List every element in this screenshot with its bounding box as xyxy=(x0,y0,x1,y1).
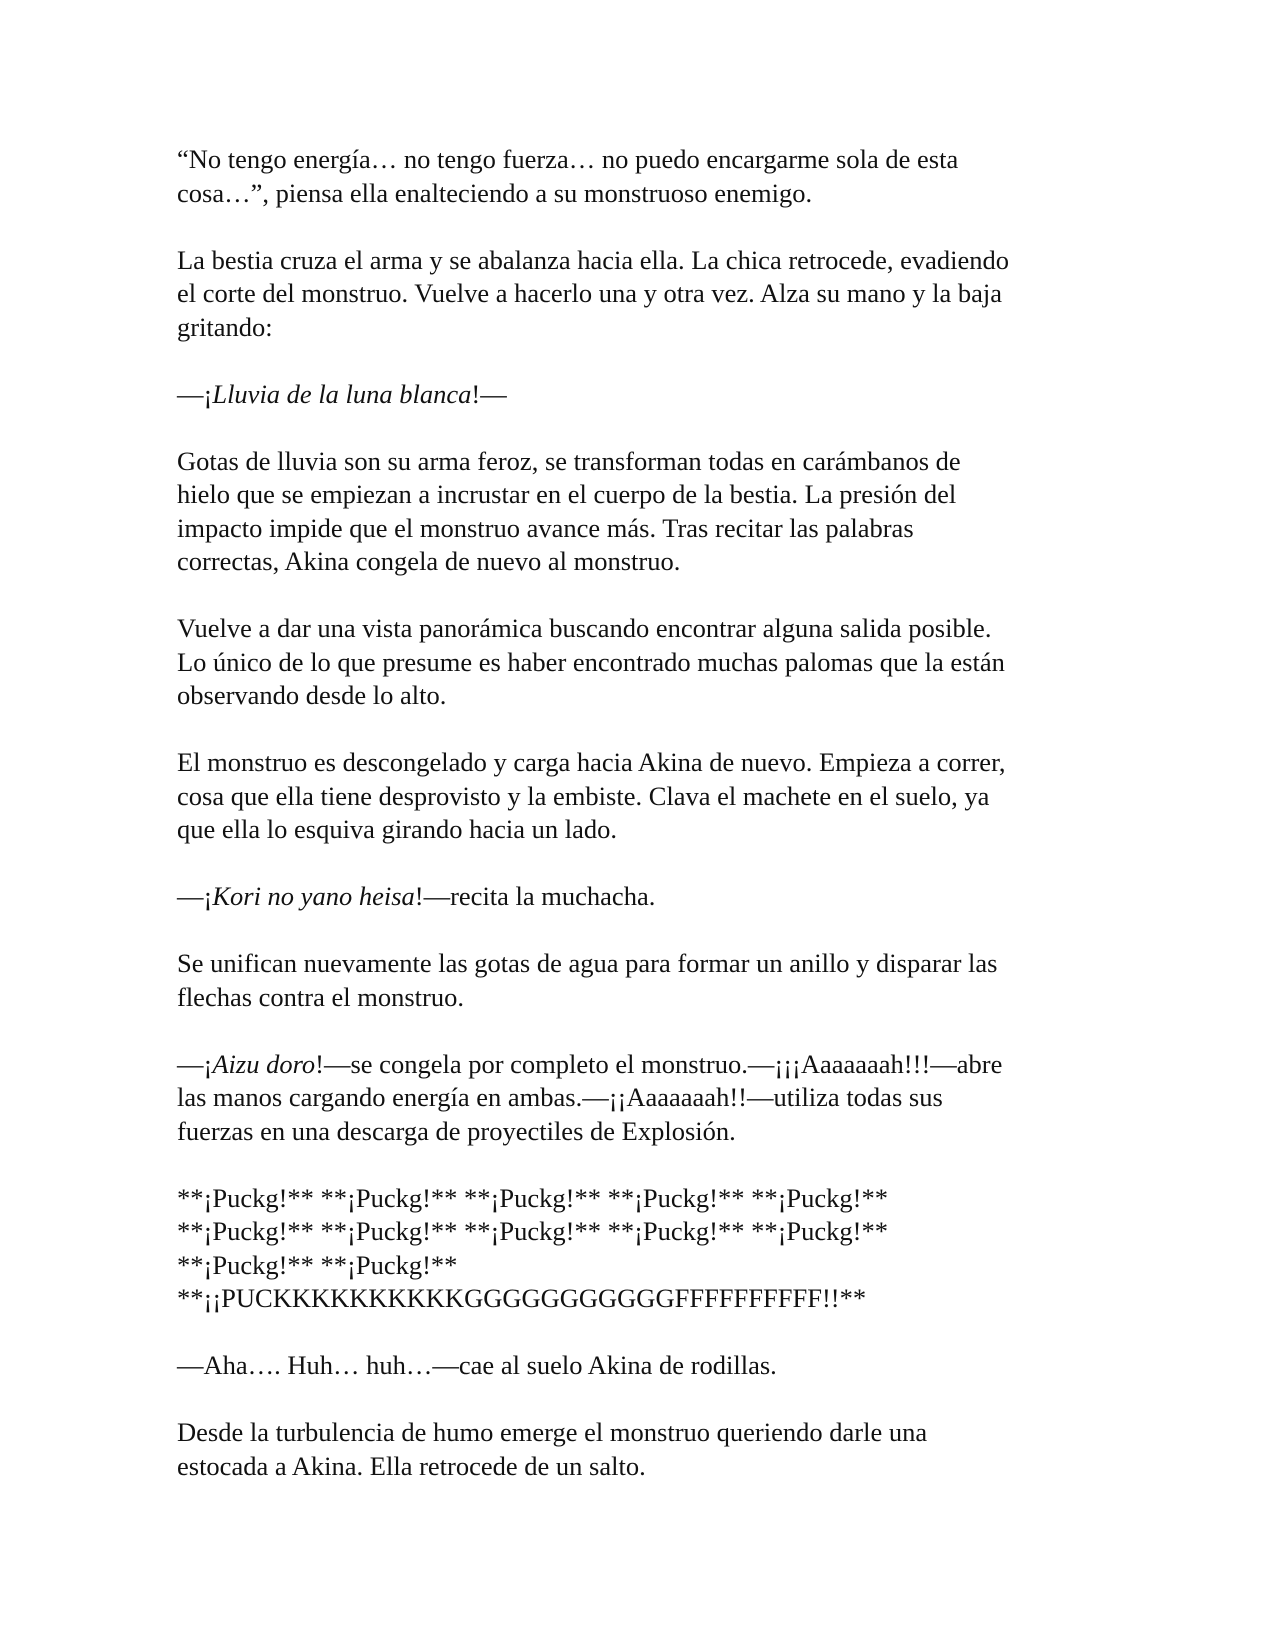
paragraph xyxy=(177,378,1117,412)
text-line xyxy=(177,478,1117,512)
text-line xyxy=(177,545,1117,579)
text-line xyxy=(177,1249,1117,1283)
text-segment: **¡¡PUCKKKKKKKKKKGGGGGGGGGGGFFFFFFFFFF!!** xyxy=(177,1283,867,1313)
paragraph xyxy=(177,143,1117,210)
text-segment: estocada a Akina. Ella retrocede de un salto. xyxy=(177,1450,646,1481)
paragraph xyxy=(177,1182,1117,1316)
text-line xyxy=(177,947,1117,981)
paragraph xyxy=(177,746,1117,847)
italic-phrase: Lluvia de la luna blanca xyxy=(212,378,472,409)
text-segment: Se unifican nuevamente las gotas de agua para formar un anillo y disparar las xyxy=(177,948,998,978)
text-line xyxy=(177,1349,1117,1383)
text-segment: !—recita la muchacha. xyxy=(414,881,656,911)
text-segment: cosa que ella tiene desprovisto y la embiste. Clava el machete en el suelo, ya xyxy=(177,780,990,811)
text-segment: flechas contra el monstruo. xyxy=(177,981,464,1012)
paragraph xyxy=(177,445,1117,579)
text-segment: !—se congela por completo el monstruo.—¡¡¡Aaaaaaah!!!—abre xyxy=(315,1048,1003,1079)
text-line xyxy=(177,646,1117,680)
text-segment: impacto impide que el monstruo avance más. Tras recitar las palabras xyxy=(177,512,914,543)
text-line xyxy=(177,612,1117,646)
paragraph xyxy=(177,244,1117,345)
text-segment: fuerzas en una descarga de proyectiles de Explosión. xyxy=(177,1115,736,1146)
text-line xyxy=(177,1450,1117,1484)
text-segment: Lo único de lo que presume es haber encontrado muchas palomas que la están xyxy=(177,646,1005,677)
text-line xyxy=(177,746,1117,780)
text-segment: correctas, Akina congela de nuevo al monstruo. xyxy=(177,546,681,576)
text-line xyxy=(177,1416,1117,1450)
text-segment: las manos cargando energía en ambas.—¡¡Aaaaaaah!!—utiliza todas sus xyxy=(177,1082,943,1112)
text-line xyxy=(177,512,1117,546)
text-line xyxy=(177,1215,1117,1249)
body-text xyxy=(177,143,1117,1483)
text-line xyxy=(177,378,1117,412)
text-segment: Gotas de lluvia son su arma feroz, se transforman todas en carámbanos de xyxy=(177,445,961,476)
text-segment: que ella lo esquiva girando hacia un lado. xyxy=(177,814,618,844)
text-line xyxy=(177,880,1117,914)
text-line xyxy=(177,244,1117,278)
text-line xyxy=(177,177,1117,211)
text-segment: gritando: xyxy=(177,311,273,342)
text-segment: Vuelve a dar una vista panorámica buscando encontrar alguna salida posible. xyxy=(177,613,992,643)
text-segment: **¡Puckg!** **¡Puckg!** **¡Puckg!** **¡Puckg!** **¡Puckg!** xyxy=(177,1216,888,1246)
text-segment: Desde la turbulencia de humo emerge el monstruo queriendo darle una xyxy=(177,1417,928,1447)
text-segment: El monstruo es descongelado y carga hacia Akina de nuevo. Empieza a correr, xyxy=(177,747,1006,777)
text-segment: —Aha…. Huh… huh…—cae al suelo Akina de rodillas. xyxy=(177,1350,777,1380)
text-segment: **¡Puckg!** **¡Puckg!** **¡Puckg!** **¡Puckg!** **¡Puckg!** xyxy=(177,1182,888,1213)
text-segment: el corte del monstruo. Vuelve a hacerlo una y otra vez. Alza su mano y la baja xyxy=(177,278,1003,308)
paragraph xyxy=(177,1048,1117,1149)
italic-phrase: Aizu doro xyxy=(212,1048,316,1079)
paragraph xyxy=(177,1416,1117,1483)
text-segment: —¡ xyxy=(177,378,213,409)
text-line xyxy=(177,143,1117,177)
paragraph xyxy=(177,612,1117,713)
paragraph xyxy=(177,947,1117,1014)
text-segment: observando desde lo alto. xyxy=(177,680,447,710)
text-line xyxy=(177,1182,1117,1216)
text-line xyxy=(177,1048,1117,1082)
text-segment: hielo que se empiezan a incrustar en el cuerpo de la bestia. La presión del xyxy=(177,479,957,509)
text-line xyxy=(177,981,1117,1015)
text-segment: “No tengo energía… no tengo fuerza… no puedo encargarme sola de esta xyxy=(177,144,959,174)
text-segment: **¡Puckg!** **¡Puckg!** xyxy=(177,1249,458,1280)
text-line xyxy=(177,780,1117,814)
text-segment: cosa…”, piensa ella enalteciendo a su monstruoso enemigo. xyxy=(177,177,813,208)
paragraph xyxy=(177,1349,1117,1383)
text-line xyxy=(177,311,1117,345)
text-line xyxy=(177,679,1117,713)
text-segment: La bestia cruza el arma y se abalanza hacia ella. La chica retrocede, evadiendo xyxy=(177,244,1010,275)
text-line xyxy=(177,813,1117,847)
text-segment: !— xyxy=(471,378,507,409)
text-line xyxy=(177,445,1117,479)
italic-phrase: Kori no yano heisa xyxy=(212,881,415,911)
text-line xyxy=(177,277,1117,311)
text-line xyxy=(177,1282,1117,1316)
text-segment: —¡ xyxy=(177,1048,213,1079)
paragraph xyxy=(177,880,1117,914)
text-segment: —¡ xyxy=(177,881,213,911)
text-line xyxy=(177,1081,1117,1115)
text-line xyxy=(177,1115,1117,1149)
